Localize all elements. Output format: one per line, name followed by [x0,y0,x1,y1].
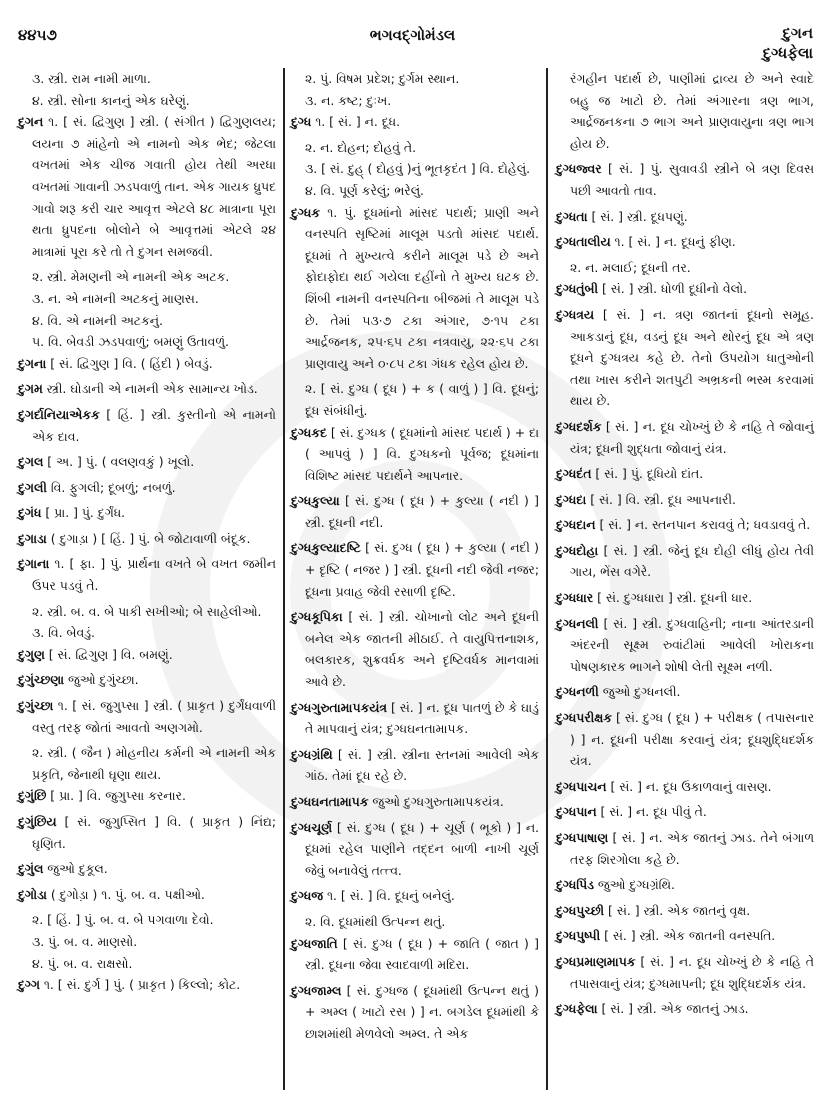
entry-sense [18,742,276,785]
entry-sense [291,137,539,159]
entry-definition: ૧. [ સં. ] ન. દૂધ. [311,114,401,130]
entry-definition: ( દુગાડ઼ા ) [ હિં. ] પું. બે જોટાવાળી બંદૂક. [46,530,251,546]
entry-definition: [ હિં. ] સ્ત્રી. કુસ્તીનો એ નામનો એક દાવ. [32,406,276,444]
entry-definition: ૩. પું. બ. વ. માણસો. [32,933,138,949]
dictionary-entry [18,477,276,499]
entry-definition: ૨. ન. દોહન; દોહવું તે. [305,139,417,155]
entry-headword: દુગ્ધદોહા [556,542,599,558]
dictionary-entry [291,791,539,813]
entry-definition: ૩. ન. એ નામની અટકનું માણસ. [32,290,199,306]
dictionary-entry [556,278,814,300]
entry-headword: દુગ્ધચૂર્ણ [291,819,333,835]
dictionary-entry [18,785,276,807]
entry-headword: દુગ્ધદંત [556,466,592,482]
entry-definition: [ સં. દુગ્ધ ( દૂધ ) + કુલ્યા ( નદી ) ] સ્ત્રી. દૂધની નદી. [305,493,539,530]
dictionary-entry [291,422,539,487]
entry-definition: [ સં. ] ન. દૂધ પાતળું છે કે ઘાડું તે માપવાનું યંત્ર; દુગ્ધઘનતામાપક. [305,699,539,737]
entry-headword: દુગ્ધદર્શક [556,418,602,434]
entry-sense [18,953,276,975]
entry-definition: [ સં. દુગ્ધજ ( દૂધમાંથી ઉત્પન્ન થતું ) + અમ્લ ( ખાટો રસ ) ] ન. બગડેલ દૂધમાંથી કે છાશમાંથી મેળવેલો અમ્લ. તે એક [305,982,539,1041]
entry-definition: [ સં. ] સ્ત્રી. એક જાતનું વૃક્ષ. [604,902,751,918]
entry-definition: ૧. [ સં. ] ન. દૂધનું ફીણ. [610,234,736,250]
entry-sense [291,180,539,202]
entry-headword: દુગ્ધપાન [556,804,597,820]
entry-headword: દુગ્ધપાષાણ [556,830,609,845]
dictionary-entry [556,951,814,994]
entry-headword: દુગ્ધપુષ્પી [556,928,601,944]
page-header [0,22,825,62]
dictionary-entry [18,974,276,996]
entry-sense [18,622,276,644]
entry-definition: [ સં. દુગ્ધક ( દૂધમાંનો માંસદ પદાર્થ ) + દા ( આપવું ) ] વિ. દુગ્ધકનો પૂર્વજ; દૂધમાંના વિશિષ્ટ માંસદ પદાર્થને આપનાર. [305,424,539,483]
dictionary-entry [556,613,814,678]
entry-headword: દુગ્ધ [291,114,312,130]
dictionary-entry [18,858,276,880]
entry-headword: દુગ્ધદા [556,491,587,507]
dictionary-entry [556,681,814,703]
entry-sense [291,68,539,90]
entry-headword: દુગમ [18,381,43,397]
entry-definition: [ સં. ] વિ. સ્ત્રી. દૂધ આપનારી. [586,491,736,507]
entry-definition: [ સં. ] ન. દૂધ પીવું તે. [596,804,707,820]
entry-headword: દુગ્ધનલી [556,615,599,631]
dictionary-entry [556,158,814,201]
dictionary-entry [291,980,539,1045]
entry-definition: [ સં. ] સ્ત્રી. દૂધપણું. [587,208,688,224]
entry-definition: ૨. [ હિં. ] પું. બ. વ. બે પગવાળા દેવો. [32,912,214,928]
dictionary-entry [556,587,814,609]
dictionary-entry [18,353,276,375]
dictionary-entry [18,528,276,550]
column-divider [283,68,285,1090]
dictionary-entry [18,884,276,906]
entry-definition: [ સં. દુગ્ધધારા ] સ્ત્રી. દૂધની ધાર. [593,590,753,606]
entry-sense [556,257,814,279]
entry-headword: દુગ્ધકૂપિકા [291,609,343,625]
entry-definition: ૨. પું. વિષમ પ્રદેશ; દુર્ગમ સ્થાન. [305,71,460,86]
entry-headword: દુગુંછિ [18,788,47,804]
dictionary-entry [556,416,814,459]
entry-headword: દુગ્ધપરીક્ષક [556,710,613,726]
entry-headword: દુગુંચ્છા [18,698,54,714]
dictionary-entry [18,669,276,691]
entry-definition: ૪. સ્ત્રી. સોના કાનનું એક ઘરેણું. [32,92,190,108]
dictionary-entry [556,540,814,583]
entry-definition: [ પ્રા. ] પું. દુર્ગંધ. [41,505,126,521]
entry-sense [18,266,276,288]
entry-headword: દુગ્ધજાતિ [291,935,338,951]
entry-definition: ૩. ન. કષ્ટ; દુઃખ. [305,92,392,108]
entry-definition: [ અ. ] પું. ( વલણવકું ) ખૂલો. [43,454,195,470]
column-3 [556,68,814,1024]
entry-headword: દુગોડા [18,886,47,902]
dictionary-entry [556,304,814,412]
dictionary-entry [18,451,276,473]
entry-definition: ૪. પું. બ. વ. રાક્ષસો. [32,955,133,971]
entry-sense [18,310,276,332]
guide-word-first: દુગન [782,24,813,42]
dictionary-entry [291,744,539,787]
dictionary-entry [291,537,539,602]
entry-headword: દુગ્ધજામ્લ [291,982,342,998]
entry-headword: દુગલી [18,479,47,495]
book-title: ભગવદ્ગોમંડલ [369,26,456,44]
entry-headword: દુગ્ધકુલ્યા [291,493,340,509]
entry-sense [18,601,276,623]
dictionary-entry [556,489,814,511]
entry-headword: દુગ્ધધાર [556,590,594,606]
column-2 [291,68,539,1049]
entry-definition: [ સં. જુગુપ્સિત ] વિ. ( પ્રાકૃત ) નિંદ્ય; ઘૃણિત. [32,814,276,851]
entry-definition: ૨. [ સં. દુગ્ધ ( દૂધ ) + ક ( વાળું ) ] વિ. દૂધનું; દૂધ સંબંધીનું. [305,381,539,418]
dictionary-entry [556,463,814,485]
entry-headword: દુગ્ધજ [291,888,324,904]
entry-definition: ૩. વિ. બેવડું. [32,625,95,641]
entry-definition: ૧. [ સં. ] વિ. દૂધનું બનેલું. [323,888,455,904]
entry-definition: ૪. વિ. પૂર્ણ કરેલું; ભરેલું. [305,182,424,198]
dictionary-entry [291,817,539,882]
dictionary-entry [18,502,276,524]
dictionary-entry [291,697,539,740]
entry-definition: [ સં. ] ન. દૂધ ચોખ્ખું છે કે નહિ તે તપાસવાનું યંત્ર; દુગ્ધમાપની; દૂધ શુદ્ધિદર્શક યંત્ર. [570,953,814,991]
entry-headword: દુગ્ધત્રય [556,306,595,322]
entry-definition: [ સં. દુગ્ધ ( દૂધ ) + કુલ્યા ( નદી ) + દૃષ્ટિ ( નજર ) ] સ્ત્રી. દૂધની નદી જેવી નજર; દૂધના પ્રવાહ જેવી રસાળી દૃષ્ટિ. [305,540,539,599]
entry-definition: ૧. [ ફા. ] પું. પ્રાર્થના વખતે બે વખત જમીન ઉપર પડવું તે. [32,556,276,594]
entry-sense [18,909,276,931]
dictionary-entry [556,776,814,798]
entry-definition: ૩. સ્ત્રી. રામ નામી માળા. [32,71,151,86]
entry-definition: વિ. ફુગલી; દૂબળું; નબળું. [46,479,176,495]
entry-definition: ૧. [ સં. દુર્ગ ] પું. ( પ્રાકૃત ) કિલ્લો; કોટ. [39,977,241,993]
entry-definition: ૨. સ્ત્રી. મેમણની એ નામની એક અટક. [32,269,230,285]
entry-headword: દુગાડા [18,530,47,546]
entry-definition: ૧. પું. દૂધમાંનો માંસદ પદાર્થ; પ્રાણી અને વનસ્પતિ સૃષ્ટિમાં માલૂમ પડતો માંસદ પદાર્થ. દૂધમાં તે મુખ્યત્વે કરીને માલૂમ પડે છે અને ફોદાફોદા થઈ ગયેલા દહીંનો તે મુખ્ય ઘટક છે. શિંબી નામની વનસ્પતિના બીજમાં તે માલૂમ પડે છે. તેમાં ૫૩·૭ ટકા અંગાર, ૭·૧૫ ટકા આર્દ્રજનક, ૨૫·૬૫ ટકા નત્રવાયુ, ૨૨·૬૫ ટકા પ્રાણવાયુ અને ૦·૮૫ ટકા ગંધક રહેલ હોય છે. [305,204,539,371]
entry-headword: દુગન [18,114,44,130]
dictionary-entry [556,801,814,823]
dictionary-entry [18,644,276,666]
entry-definition: [ સં. ] ન. દૂધ ચોખ્ખું છે કે નહિ તે જોવાનું યંત્ર; દૂધની શુદ્ધતા જોવાનું યંત્ર. [570,418,814,456]
entry-definition: [ સં. ] સ્ત્રી. દુગ્ધવાહિની; નાના આંતરડાની અંદરની સૂક્ષ્મ રુવાંટીમાં આવેલી ખોરાકના પોષણકારક ભાગને શોષી લેતી સૂક્ષ્મ નળી. [570,615,814,674]
entry-headword: દુગ્ધતા [556,208,588,224]
entry-sense [18,90,276,112]
entry-definition: [ સં. ] પું. દૂધિયો દાંત. [591,466,704,482]
entry-definition: ૨. ન. મલાઈ; દૂધની તર. [570,259,691,275]
dictionary-entry [291,490,539,533]
entry-definition: [ સં. ] ન. દૂધ ઉકાળવાનું વાસણ. [606,778,772,794]
entry-headword: દુગ્ધક [291,204,321,220]
entry-definition: [ સં. ] સ્ત્રી. ધોળી દૂધીનો વેલો. [598,281,748,297]
entry-sense [18,68,276,90]
entry-headword: દુગ્ધપુચ્છી [556,902,605,918]
entry-headword: દુગ્ધતુંબી [556,281,599,297]
entry-definition: [ સં. ] સ્ત્રી. સ્ત્રીના સ્તનમાં આવેલી એક ગાંઠ. તેમાં દૂધ રહે છે. [305,746,539,784]
entry-definition: રંગહીન પદાર્થ છે, પાણીમાં દ્રાવ્ય છે અને સ્વાદે બહુ જ ખાટો છે. તેમાં અંગારના ત્રણ ભાગ, આર્દ્રજનકના ૭ ભાગ અને પ્રાણવાયુના ત્રણ ભાગ હોય છે. [570,71,814,151]
entry-headword: દુગલ [18,454,44,470]
entry-sense [291,90,539,112]
entry-headword: દુગ્ધપાચન [556,778,607,794]
entry-headword: દુગ્ધનળી [556,684,599,700]
entry-sense [291,158,539,180]
column-1 [18,68,276,1000]
dictionary-entry [556,874,814,896]
entry-definition: જુઓ દુગ્ધગુરુતામાપકયંત્ર. [368,794,504,809]
dictionary-entry [18,811,276,854]
entry-sense [291,911,539,933]
entry-headword: દુગ્ધપિંડ [556,877,594,893]
entry-definition: [ સં. ] સ્ત્રી. ચોખાનો લોટ અને દૂધની બનેલ એક જાતની મીઠાઈ. તે વાયુપિત્તનાશક, બલકારક, શુક્રવર્ધક અને દૃષ્ટિવર્ધક માનવામાં આવે છે. [305,609,539,690]
entry-sense [291,378,539,421]
entry-headword: દુગુંલ [18,861,44,877]
entry-definition: ૩. [ સં. દુહ્ ( દોહવું )નું ભૂતકૃદંત ] વિ. દોહેલું. [305,161,531,177]
dictionary-entry [291,202,539,375]
entry-definition: [ સં. દુગ્ધ ( દૂધ ) + ચૂર્ણ ( ભૂકો ) ] ન. દૂધમાં રહેલ પાણીને તદ્દન બાળી નાખી ચૂર્ણ જેવું બનાવેલું તત્ત્વ. [305,819,539,878]
entry-headword: દુગ્ધજ્વર [556,161,602,177]
dictionary-entry [556,998,814,1020]
entry-definition: ૨. વિ. દૂધમાંથી ઉત્પન્ન થતું. [305,913,446,929]
entry-headword: દુગુણ [18,646,45,662]
entry-headword: દુગ્ધકુલ્યાદષ્ટિ [291,540,361,556]
entry-definition: ૧. [ સં. જુગુપ્સા ] સ્ત્રી. ( પ્રાકૃત ) દુર્ગંધવાળી વસ્તુ તરફ જોતાં આવતો અણગમો. [32,698,276,735]
dictionary-entry [556,206,814,228]
entry-definition: [ સં. ] સ્ત્રી. જેનું દૂધ દોહી લીધું હોય તેવી ગાય, ભેંસ વગેરે. [570,542,814,580]
dictionary-entry [18,404,276,447]
entry-definition: જુઓ દુકૂલ. [43,861,108,877]
entry-continuation [556,68,814,154]
dictionary-entry [556,231,814,253]
dictionary-entry [291,885,539,907]
dictionary-entry [556,707,814,772]
dictionary-entry [291,111,539,133]
entry-headword: દુગુંછિય [18,814,57,829]
entry-headword: દુગના [18,355,47,371]
entry-headword: દુગુંચ્છણા [18,672,65,688]
entry-definition: ૫. વિ. બેવડી ઝડપવાળું; બમણું ઉતાવળું. [32,334,229,350]
entry-headword: દુગાના [18,556,50,572]
page-number: ૪૪૫૭ [18,26,57,44]
dictionary-entry [291,606,539,692]
entry-definition: જુઓ દુગુંચ્છા. [64,672,139,688]
dictionary-entry [556,900,814,922]
entry-headword: દુગ્ધતાલીય [556,234,611,250]
entry-headword: દુગ્ધકદ [291,424,327,440]
entry-headword: દુગ્ધપ્રમાણમાપક [556,953,636,969]
entry-definition: [ સં. ] સ્ત્રી. એક જાતનું ઝાડ. [597,1001,749,1017]
entry-definition: [ સં. ] સ્ત્રી. એક જાતની વનસ્પતિ. [600,928,776,944]
entry-definition: જુઓ દુગ્ધગ્રંથિ. [593,877,675,893]
entry-definition: [ સં. દ્વિગુણ ] વિ. બમણું. [44,646,173,662]
entry-definition: ૧. [ સં. દ્વિગુણ ] સ્ત્રી. ( સંગીત ) દ્વિગુણલય; લયના ૭ માંહેનો એ નામનો એક ભેદ; જેટલા વખતમાં એક ચીજ ગવાતી હોય તેથી અરધા વખતમાં ગાવાની ઝડપવાળું તાન. એક ગાયક ધ્રુપદ ગાવો શરૂ કરી ચાર આવૃત્ત એટલે ૪૮ માત્રાના પૂરા થતા ધ્રુપદના બોલોને બે આવૃત્તમાં એટલે ૨૪ માત્રામાં પૂરા કરે તો તે દુગન સમજવી. [32,114,276,259]
entry-definition: [ સં. ] ન. સ્તનપાન કરાવવું તે; ધવડાવવું તે. [595,517,811,533]
entry-sense [18,288,276,310]
column-divider [546,68,548,1090]
entry-definition: [ સં. દ્વિગુણ ] વિ. ( હિંદી ) બેવડું. [46,355,213,371]
dictionary-entry [556,514,814,536]
entry-definition: ૨. સ્ત્રી. બ. વ. બે પાકી સખીઓ; બે સાહેલીઓ. [32,603,262,619]
entry-headword: દુગ્ધઘનતામાપક [291,794,369,809]
entry-sense [18,331,276,353]
entry-definition: [ સં. ] ન. એક જાતનું ઝાડ. તેને બંગાળ તરફ શિરગોલા કહે છે. [570,830,814,867]
entry-headword: દુગ્ધફેલા [556,1001,598,1017]
dictionary-entry [556,925,814,947]
entry-definition: [ સં. દુગ્ધ ( દૂધ ) + જાતિ ( જાત ) ] સ્ત્રી. દૂધના જેવા સ્વાદવાળી મદિરા. [305,935,539,973]
entry-headword: દુગ્ધગ્રંથિ [291,746,333,762]
entry-definition: ૨. સ્ત્રી. ( જૈન ) મોહનીય કર્મની એ નામની એક પ્રકૃતિ, જેનાથી ઘૃણા થાય. [32,745,276,782]
entry-definition: જુઓ દુગ્ધનલી. [598,684,681,700]
dictionary-entry [18,553,276,596]
dictionary-entry [556,827,814,870]
guide-word-last: દુગ્ધફેલા [762,44,813,62]
entry-headword: દુગ્ગ [18,977,40,993]
entry-definition: સ્ત્રી. ઘોડાની એ નામની એક સામાન્ય ખોડ. [42,381,258,397]
entry-headword: દુગંધ [18,505,42,521]
entry-headword: દુગ્ધગુરુતામાપકયંત્ર [291,699,388,715]
entry-definition: ૪. વિ. એ નામની અટકનું. [32,312,163,328]
entry-definition: ( દુગોડ઼ા ) ૧. પું. બ. વ. પક્ષીઓ. [46,886,205,902]
entry-headword: દુગર્દાનિયાએકક [18,406,100,422]
entry-definition: [ સં. ] ન. ત્રણ જાતનાં દૂધનો સમૂહ. આકડાનું દૂધ, વડનું દૂધ અને થોરનું દૂધ એ ત્રણ દૂધને દુગ્ધત્રય કહે છે. તેનો ઉપયોગ ધાતુઓની તથા ખાસ કરીને શતપુટી અભ્રકની ભસ્મ કરવામાં થાય છે. [570,306,814,409]
entry-definition: [ સં. ] પું. સુવાવડી સ્ત્રીને બે ત્રણ દિવસ પછી આવતો તાવ. [570,161,814,198]
entry-headword: દુગ્ધદાન [556,517,596,533]
dictionary-entry [18,378,276,400]
entry-definition: [ પ્રા. ] વિ. જુગુપ્સા કરનાર. [46,788,186,804]
dictionary-entry [18,111,276,262]
entry-definition: [ સં. દુગ્ધ ( દૂધ ) + પરીક્ષક ( તપાસનાર ) ] ન. દૂધની પરીક્ષા કરવાનું યંત્ર; દૂધશુદ્ધિદર્શક યંત્ર. [570,710,814,769]
entry-sense [18,931,276,953]
dictionary-entry [291,933,539,976]
dictionary-entry [18,695,276,738]
